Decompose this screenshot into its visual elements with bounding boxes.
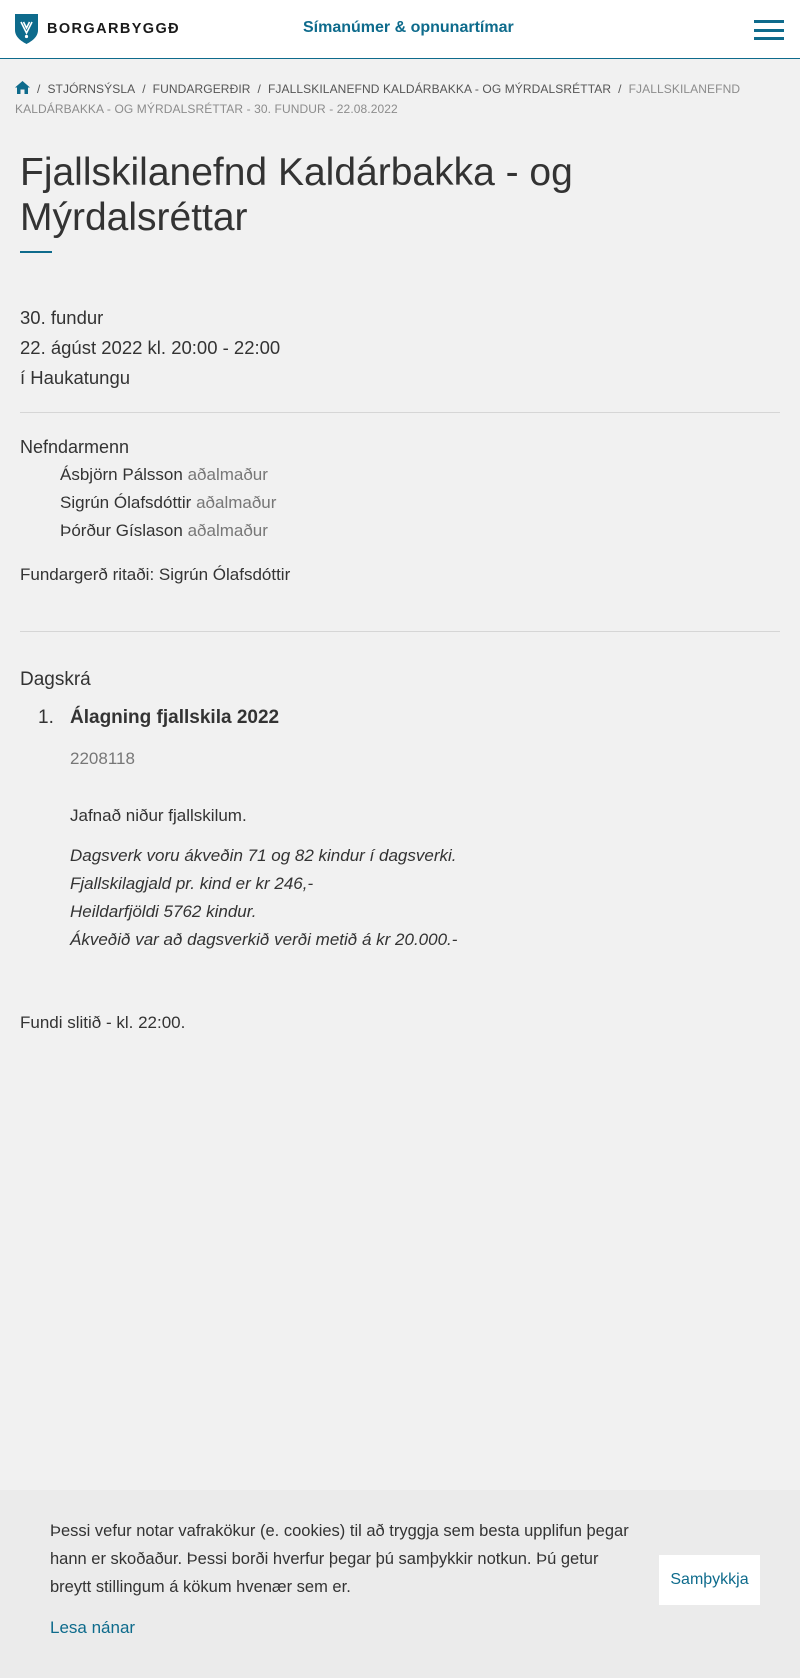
breadcrumb-separator: / [257, 82, 261, 96]
cookie-banner [0, 1490, 800, 1678]
agenda-item-details [70, 842, 457, 954]
breadcrumb [15, 79, 785, 119]
meeting-number: 30. fundur [20, 307, 104, 328]
meeting-closing: Fundi slitið - kl. 22:00. [20, 1013, 186, 1032]
member-role: aðalmaður [187, 465, 268, 484]
contact-hours-link[interactable]: Símanúmer & opnunartímar [303, 19, 514, 36]
agenda-item-case-number: 2208118 [70, 749, 135, 768]
meeting-info [20, 303, 280, 393]
breadcrumb-separator: / [618, 82, 622, 96]
logo-text: BORGARBYGGÐ [47, 21, 181, 37]
page-title: Fjallskilanefnd Kaldárbakka - og Mýrdalsréttar [20, 151, 573, 239]
breadcrumb-item-committee[interactable]: FJALLSKILANEFND KALDÁRBAKKA - OG MÝRDALSRÉTTAR [267, 82, 612, 96]
secretary-note: Fundargerð ritaði: Sigrún Ólafsdóttir [20, 565, 291, 584]
divider [20, 631, 780, 632]
member-role: aðalmaður [187, 521, 268, 540]
site-logo[interactable] [15, 14, 180, 44]
divider [20, 412, 780, 413]
breadcrumb-separator: / [37, 82, 41, 96]
breadcrumb-current: FJALLSKILANEFND KALDÁRBAKKA - OG MÝRDALSRÉTTAR - 30. FUNDUR - 22.08.2022 [15, 82, 741, 116]
member-role: aðalmaður [196, 493, 277, 512]
meeting-location: í Haukatungu [20, 367, 131, 388]
agenda-detail-line: Dagsverk voru ákveðin 71 og 82 kindur í dagsverki. [70, 846, 457, 865]
hamburger-menu-icon[interactable] [754, 20, 784, 40]
home-icon [15, 81, 30, 94]
member-row [60, 461, 276, 489]
agenda-detail-line: Ákveðið var að dagsverkið verði metið á kr 20.000.- [70, 930, 458, 949]
cookie-text: Þessi vefur notar vafrakökur (e. cookies) til að tryggja sem besta upplifun þegar hann er skoðaður. Þessi borði hverfur þegar þú samþykkir notkun. Þú getur breytt stillingum á kökum hvenær sem er. [50, 1522, 629, 1596]
member-name: Þórður Gíslason [60, 521, 183, 540]
agenda-detail-line: Heildarfjöldi 5762 kindur. [70, 902, 257, 921]
breadcrumb-separator: / [142, 82, 146, 96]
members-label: Nefndarmenn [20, 437, 130, 457]
agenda-detail-line: Fjallskilagjald pr. kind er kr 246,- [70, 874, 314, 893]
breadcrumb-item-fundargerdir[interactable]: FUNDARGERÐIR [152, 82, 251, 96]
member-name: Ásbjörn Pálsson [60, 465, 183, 484]
cookie-accept-button[interactable]: Samþykkja [659, 1555, 760, 1605]
breadcrumb-home[interactable] [15, 82, 30, 96]
members-list [60, 461, 276, 545]
meeting-datetime: 22. ágúst 2022 kl. 20:00 - 22:00 [20, 337, 281, 358]
agenda-item-summary: Jafnað niður fjallskilum. [70, 806, 247, 825]
site-header [0, 0, 800, 59]
member-name: Sigrún Ólafsdóttir [60, 493, 192, 512]
borgarbyggd-shield-icon [15, 14, 38, 44]
member-row [60, 517, 276, 545]
agenda-item-title: Álagning fjallskila 2022 [70, 707, 280, 728]
agenda-item-number: 1. [38, 707, 54, 728]
cookie-read-more-link[interactable]: Lesa nánar [50, 1618, 136, 1637]
title-underline [20, 251, 52, 253]
agenda-label: Dagskrá [20, 669, 91, 690]
member-row [60, 489, 276, 517]
breadcrumb-item-stjornsysla[interactable]: STJÓRNSÝSLA [47, 82, 136, 96]
